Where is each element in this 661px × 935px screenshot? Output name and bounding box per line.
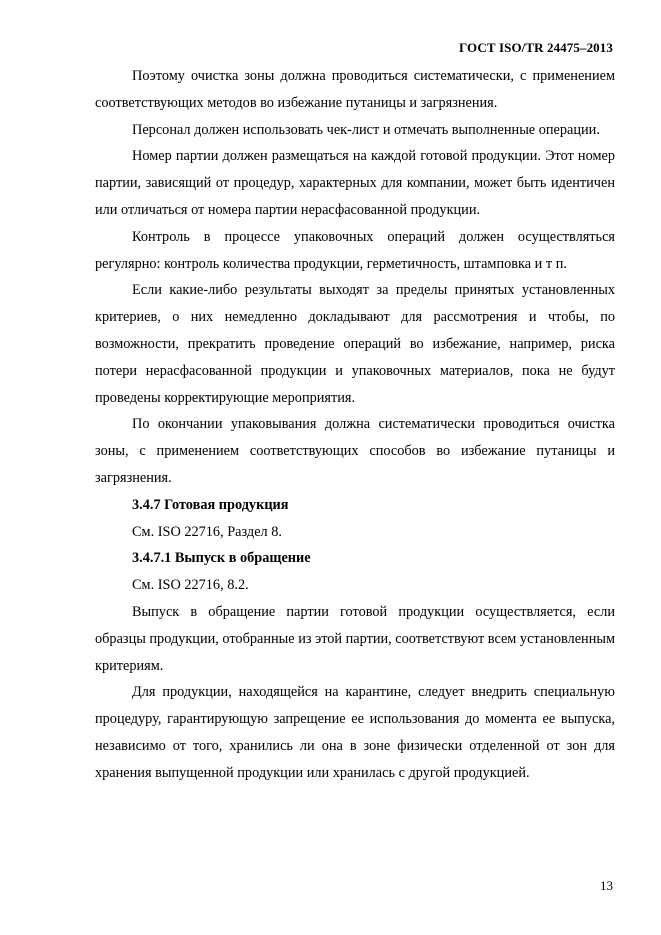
paragraph: Если какие-либо результаты выходят за пределы принятых установленных критериев, о них немедленно докладывают для рассмотрения и чтобы, по возможности, прекратить проведение операций во избежание, например, риска потери нерасфасованной продукции и упаковочных материалов, пока не будут проведены корректирующие мероприятия.: [95, 282, 615, 406]
paragraph: Контроль в процессе упаковочных операций должен осуществляться регулярно: контроль количества продукции, герметичность, штамповка и т п.: [95, 228, 615, 272]
document-code-header: ГОСТ ISO/TR 24475–2013: [458, 40, 613, 55]
paragraph: Персонал должен использовать чек-лист и отмечать выполненные операции.: [132, 121, 600, 138]
document-body: [95, 63, 615, 787]
paragraph: По окончании упаковывания должна систематически проводиться очистка зоны, с применением соответствующих способов во избежание путаницы и загрязнения.: [95, 416, 615, 486]
paragraph: Поэтому очистка зоны должна проводиться систематически, с применением соответствующих методов во избежание путаницы и загрязнения.: [95, 68, 615, 111]
paragraph: Для продукции, находящейся на карантине, следует внедрить специальную процедуру, гарантирующую запрещение ее использования до момента ее выпуска, независимо от того, хранились ли она в зоне физически отделенной от зон для хранения выпущенной продукции или хранилась с другой продукцией.: [95, 684, 615, 781]
section-heading: 3.4.7 Готовая продукция: [132, 496, 289, 513]
paragraph: Номер партии должен размещаться на каждой готовой продукции. Этот номер партии, зависящий от процедур, характерных для компании, может быть идентичен или отличаться от номера партии нерасфасованной продукции.: [95, 148, 615, 218]
reference-line: См. ISO 22716, 8.2.: [132, 577, 249, 594]
reference-line: См. ISO 22716, Раздел 8.: [132, 523, 282, 540]
paragraph: Выпуск в обращение партии готовой продукции осуществляется, если образцы продукции, отобранные из этой партии, соответствуют всем установленным критериям.: [95, 603, 615, 674]
subsection-heading: 3.4.7.1 Выпуск в обращение: [132, 550, 311, 567]
page-number: 13: [600, 878, 613, 893]
